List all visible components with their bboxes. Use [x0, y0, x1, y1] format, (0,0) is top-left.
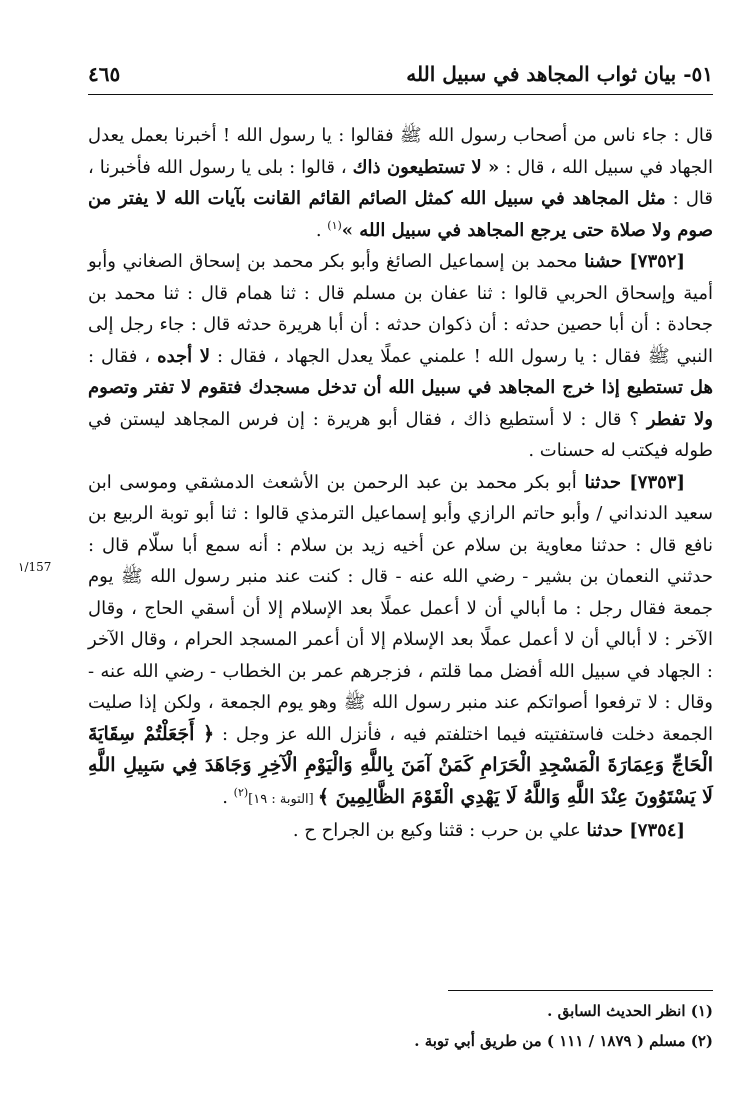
paragraph-7354: [٧٣٥٤] حدثنا علي بن حرب : قثنا وكيع بن الجراح ح . — [292, 820, 685, 841]
running-header — [88, 60, 713, 92]
quran-verse: ﴿ أَجَعَلْتُمْ سِقَايَةَ الْحَاجِّ وَعِمَارَةَ الْمَسْجِدِ الْحَرَامِ كَمَنْ آمَنَ بِاللَّهِ وَالْيَوْمِ الْآخِرِ وَجَاهَدَ فِي سَبِيلِ اللَّهِ لَا يَسْتَوُونَ عِنْدَ اللَّهِ وَاللَّهُ لَا يَهْدِي الْقَوْمَ الظَّالِمِينَ ﴾ — [88, 722, 713, 808]
footnote-ref-2: (٢) — [233, 785, 249, 799]
haddathana: حشنا — [584, 251, 630, 272]
haddathana: حدثنا — [586, 820, 630, 841]
paragraph-1: قال : جاء ناس من أصحاب رسول الله ﷺ فقالوا : يا رسول الله ! أخبرنا بعمل يعدل الجهاد في سبيل الله ، قال : « لا تستطيعون ذاك ، قالوا : بلى يا رسول الله فأخبرنا ، قال : مثل المجاهد في سبيل الله كمثل الصائم القائم القانت بآيات الله لا يفتر من صوم ولا صلاة حتى يرجع المجاهد في سبيل الله »$^{(١)}$ . — [88, 125, 713, 241]
footnotes — [88, 996, 713, 1056]
verse-reference: [التوبة : ١٩] — [248, 791, 318, 807]
hadith-number: [٧٣٥٢] — [629, 251, 685, 272]
footnote-divider — [448, 990, 713, 991]
hadith-text-bold: لا أجده — [157, 345, 210, 367]
footnote-2: (٢) مسلم ( ١٨٧٩ / ١١١ ) من طريق أبي توبة . — [414, 1032, 713, 1050]
header-divider — [88, 94, 713, 95]
hadith-text-bold: مثل المجاهد في سبيل الله كمثل الصائم القائم القانت بآيات الله لا يفتر من صوم ولا صلاة حتى يرجع المجاهد في سبيل الله » — [88, 188, 713, 241]
page-number: ٤٦٥ — [88, 62, 121, 86]
hadith-number: [٧٣٥٣] — [629, 471, 685, 493]
hadith-number: [٧٣٥٤] — [629, 820, 685, 841]
haddathana: حدثنا — [584, 471, 630, 493]
main-text — [88, 120, 713, 847]
footnote-1: (١) انظر الحديث السابق . — [547, 1002, 713, 1020]
hadith-text-bold: هل تستطيع إذا خرج المجاهد في سبيل الله أن تدخل مسجدك فتقوم لا تفتر وتصوم ولا تفطر — [88, 377, 714, 430]
margin-folio-note: ١/157 — [18, 560, 52, 574]
quote-bold: « لا تستطيعون ذاك — [352, 156, 500, 178]
chapter-title: ٥١- بيان ثواب المجاهد في سبيل الله — [406, 62, 713, 86]
footnote-ref-1: (١) — [327, 218, 342, 232]
paragraph-7353: [٧٣٥٣] حدثنا أبو بكر محمد بن عبد الرحمن بن الأشعث الدمشقي وموسى ابن سعيد الدنداني / وأبو حاتم الرازي وأبو إسماعيل الترمذي قالوا : ثنا أبو توبة الربيع بن نافع قال : حدثنا معاوية بن سلام عن أخيه زيد بن سلام : أنه سمع أبا سلّام قال : حدثني النعمان بن بشير - رضي الله عنه - قال : كنت عند منبر رسول الله ﷺ يوم جمعة فقال رجل : ما أبالي أن لا أعمل عملًا بعد الإسلام إلا أن أسقي الحاج ، وقال الآخر : لا أبالي أن لا أعمل عملًا بعد الإسلام إلا أن أعمر المسجد الحرام ، وقال الآخر : الجهاد في سبيل الله أفضل مما قلتم ، فزجرهم عمر بن الخطاب - رضي الله عنه - وقال : لا ترفعوا أصواتكم عند منبر رسول الله ﷺ وهو يوم الجمعة ، ولكن إذا صليت الجمعة دخلت فاستفتيته فيما اختلفتم فيه ، فأنزل الله عز وجل : ﴿ أَجَعَلْتُمْ سِقَايَةَ الْحَاجِّ وَعِمَارَةَ الْمَسْجِدِ الْحَرَامِ كَمَنْ آمَنَ بِاللَّهِ وَالْيَوْمِ الْآخِرِ وَجَاهَدَ فِي سَبِيلِ اللَّهِ لَا يَسْتَوُونَ عِنْدَ اللَّهِ وَاللَّهُ لَا يَهْدِي الْقَوْمَ الظَّالِمِينَ ﴾ [التوبة : ١٩]$^{(٢)}$ . — [88, 471, 713, 808]
paragraph-7352: [٧٣٥٢] حشنا محمد بن إسماعيل الصائغ وأبو بكر محمد بن إسحاق الصغاني وأبو أمية وإسحاق الحربي قالوا : ثنا عفان بن مسلم قال : ثنا همام قال : ثنا محمد بن جحادة : أن أبا حصين حدثه : أن ذكوان حدثه : أن أبا هريرة حدثه قال : جاء رجل إلى النبي ﷺ فقال : يا رسول الله ! علمني عملًا يعدل الجهاد ، فقال : لا أجده ، فقال : هل تستطيع إذا خرج المجاهد في سبيل الله أن تدخل مسجدك فتقوم لا تفتر وتصوم ولا تفطر ؟ قال : لا أستطيع ذاك ، فقال أبو هريرة : إن فرس المجاهد ليستن في طوله فيكتب له حسنات . — [88, 251, 714, 461]
